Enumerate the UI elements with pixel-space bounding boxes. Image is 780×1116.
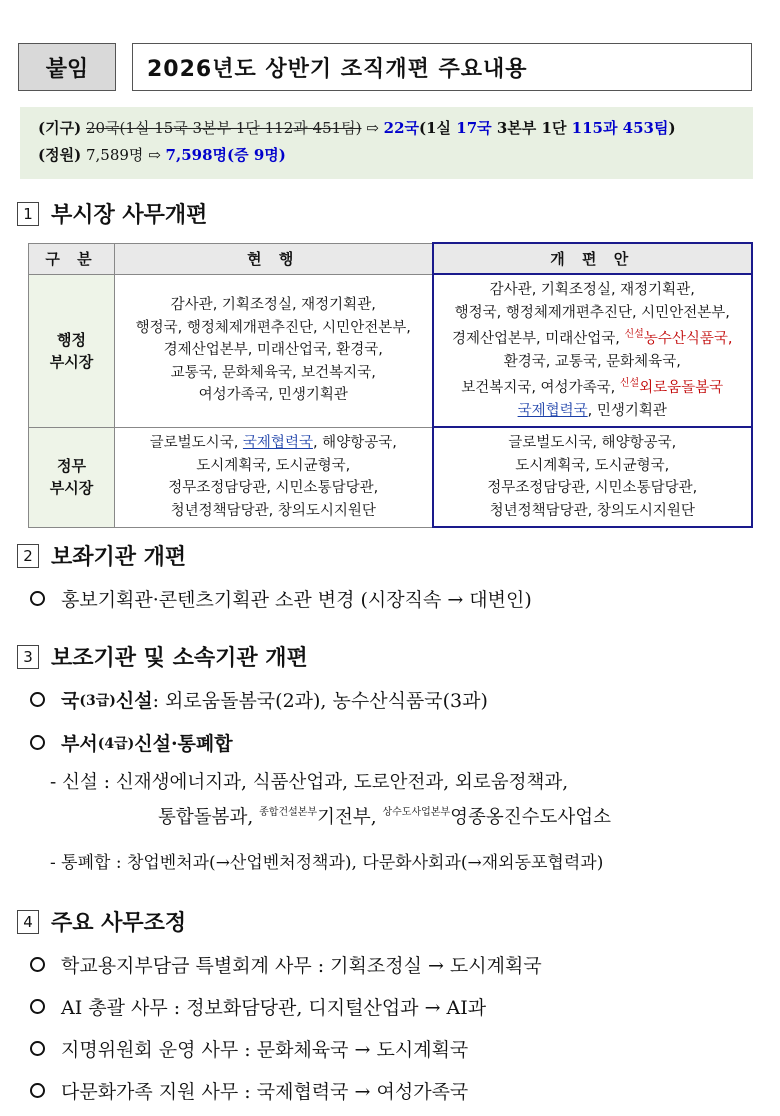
new-bureau-agri: 농수산식품국, — [643, 331, 733, 347]
summary-staff-line — [38, 144, 753, 171]
list-item — [30, 951, 542, 978]
section-title: 부시장 사무개편 — [51, 203, 208, 228]
moved-bureau-intl: 국제협력국 — [242, 435, 313, 451]
sub-text: 영종옹진수도사업소 — [450, 807, 611, 828]
item-text: 지명위원회 운영 사무 : 문화체육국 → 도시계획국 — [61, 1039, 469, 1061]
list-item — [30, 729, 233, 756]
cell-line: 행정국, 행정체제개편추진단, 시민안전본부, — [135, 319, 411, 336]
cell-text: , 해양항공국, — [312, 435, 397, 451]
row-head-line: 정무 — [57, 457, 86, 475]
deputy-mayor-table — [28, 242, 753, 523]
cell-line: 청년정책담당관, 창의도시지원단 — [170, 502, 376, 519]
item-text: 국 — [61, 690, 80, 712]
col-header-category: 구 분 — [29, 243, 115, 274]
cell-line — [436, 400, 750, 423]
section-number: 4 — [17, 910, 39, 934]
sub-text: 통합돌봄과, — [158, 807, 260, 828]
row-head-admin — [29, 274, 115, 427]
summary-box — [20, 107, 753, 179]
grade-text: (3급) — [79, 692, 116, 709]
new-bureau-loneliness: 외로움돌봄국 — [639, 380, 724, 396]
cell-text: 보건복지국, 여성가족국, — [461, 380, 620, 396]
circle-bullet-icon — [30, 735, 45, 750]
item-text: 학교용지부담금 특별회계 사무 : 기획조정실 → 도시계획국 — [61, 955, 542, 977]
sub-item-new — [50, 768, 568, 794]
cell-line: 경제산업본부, 미래산업국, 환경국, — [163, 342, 383, 359]
list-item — [30, 585, 532, 612]
section-title: 보좌기관 개편 — [51, 545, 187, 570]
circle-bullet-icon — [30, 1083, 45, 1098]
document-title: 2026년도 상반기 조직개편 주요내용 — [132, 43, 752, 91]
list-item — [30, 1077, 468, 1104]
staff-new: 7,598명(증 9명) — [165, 146, 286, 164]
moved-bureau-intl: 국제협력국 — [517, 402, 588, 419]
cell-line: 정무조정담당관, 시민소통담당관, — [168, 480, 379, 496]
list-item — [30, 993, 486, 1020]
circle-bullet-icon — [30, 957, 45, 972]
cell-line — [117, 432, 430, 455]
cell-line: 청년정책담당관, 창의도시지원단 — [489, 502, 695, 519]
sub-text: - 통폐합 : 창업벤처과(→산업벤처정책과), 다문화사회과(→재외동포협력과) — [50, 853, 604, 873]
cell-text: , 민생기획관 — [587, 402, 667, 419]
section-3-heading — [17, 641, 308, 672]
cell-line — [436, 324, 750, 351]
org-new-count: 22국 — [383, 119, 420, 137]
summary-org-line — [38, 117, 753, 144]
arrow-icon: ⇨ — [148, 146, 161, 164]
org-label: (기구) — [38, 119, 82, 137]
item-text: AI 총괄 사무 : 정보화담당관, 디지털산업과 → AI과 — [61, 997, 487, 1019]
cell-line: 도시계획국, 도시균형국, — [515, 457, 670, 474]
col-header-current: 현 행 — [115, 243, 433, 274]
item-text: 신설 — [115, 690, 153, 712]
cell-line: 글로벌도시국, 해양항공국, — [508, 435, 677, 451]
sup-text: 종합건설본부 — [259, 807, 318, 818]
org-new-close: ) — [668, 119, 676, 137]
cell-text: 경제산업본부, 미래산업국, — [452, 331, 625, 347]
org-new-mid: 3본부 1단 — [491, 119, 572, 137]
staff-old: 7,589명 — [85, 146, 144, 164]
sub-text: 기전부, — [317, 807, 383, 828]
item-text: 다문화가족 지원 사무 : 국제협력국 → 여성가족국 — [61, 1081, 469, 1103]
cell-text: 글로벌도시국, — [149, 435, 243, 451]
section-title: 주요 사무조정 — [51, 911, 187, 936]
item-text: 신설·통폐합 — [134, 733, 233, 755]
row-head-line: 부시장 — [49, 352, 94, 371]
cell-line: 환경국, 교통국, 문화체육국, — [503, 353, 681, 370]
cell-line: 행정국, 행정체제개편추진단, 시민안전본부, — [454, 304, 730, 321]
new-mark: 신설 — [619, 378, 640, 389]
cell-line: 도시계획국, 도시균형국, — [196, 457, 351, 474]
row-head-line: 부시장 — [49, 479, 94, 497]
admin-current-cell — [115, 274, 433, 427]
new-mark: 신설 — [624, 329, 644, 340]
sub-item-new-cont — [158, 803, 611, 829]
attachment-tag: 붙임 — [18, 43, 116, 91]
sub-label: - 신설 : — [50, 772, 116, 793]
circle-bullet-icon — [30, 591, 45, 606]
cell-line — [436, 373, 750, 400]
circle-bullet-icon — [30, 999, 45, 1014]
sup-text: 상수도사업본부 — [382, 807, 451, 818]
row-head-political — [29, 427, 115, 527]
arrow-icon: ⇨ — [366, 119, 379, 137]
section-number: 2 — [17, 544, 39, 568]
sub-text: 신재생에너지과, 식품산업과, 도로안전과, 외로움정책과, — [115, 772, 569, 793]
section-number: 1 — [17, 202, 39, 226]
item-text: 홍보기획관·콘텐츠기획관 소관 변경 (시장직속 → 대변인) — [61, 589, 532, 611]
staff-label: (정원) — [38, 146, 82, 164]
section-2-heading — [17, 540, 186, 571]
admin-proposal-cell — [433, 274, 753, 427]
political-proposal-cell — [433, 427, 753, 527]
org-new-bureaus: 17국 — [456, 119, 492, 137]
org-old: 20국(1실 15국 3본부 1단 112과 451팀) — [85, 119, 362, 137]
section-number: 3 — [17, 645, 39, 669]
cell-line: 감사관, 기획조정실, 재정기획관, — [489, 282, 695, 298]
political-current-cell — [115, 427, 433, 527]
col-header-proposal: 개 편 안 — [433, 243, 753, 274]
circle-bullet-icon — [30, 1041, 45, 1056]
section-title: 보조기관 및 소속기관 개편 — [51, 646, 308, 671]
cell-line: 여성가족국, 민생기획관 — [198, 387, 348, 404]
circle-bullet-icon — [30, 692, 45, 707]
section-4-heading — [17, 906, 186, 937]
list-item — [30, 1035, 468, 1062]
cell-line: 교통국, 문화체육국, 보건복지국, — [170, 364, 376, 381]
grade-text: (4급) — [97, 735, 135, 752]
org-new-divisions: 115과 453팀 — [571, 119, 669, 137]
row-head-line: 행정 — [57, 330, 86, 349]
sub-item-merge — [50, 848, 603, 873]
item-text: 부서 — [61, 733, 98, 755]
item-text: : 외로움돌봄국(2과), 농수산식품국(3과) — [152, 690, 488, 712]
org-new-open: (1실 — [419, 119, 457, 137]
cell-line: 정무조정담당관, 시민소통담당관, — [487, 480, 698, 496]
section-1-heading — [17, 198, 207, 229]
list-item — [30, 686, 488, 713]
cell-line: 감사관, 기획조정실, 재정기획관, — [170, 297, 376, 314]
